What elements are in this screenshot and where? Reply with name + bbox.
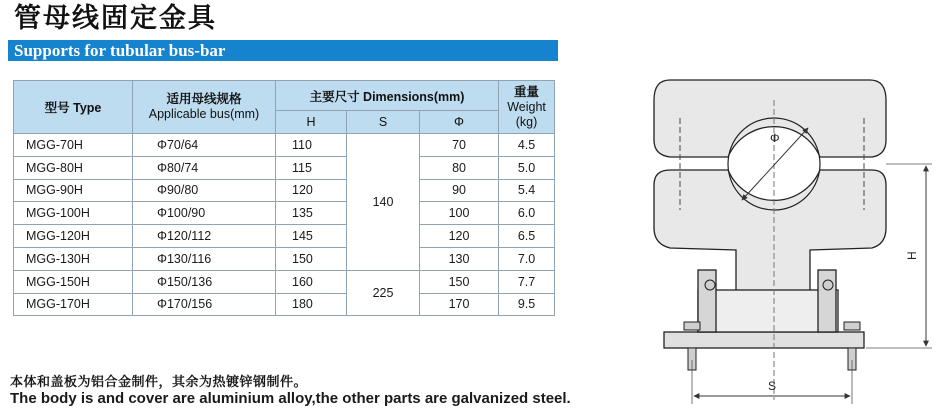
spec-table	[13, 80, 555, 316]
header-dimensions: 主要尺寸 Dimensions(mm)	[276, 81, 499, 111]
cell-bus: Φ90/80	[133, 179, 276, 202]
cell-phi: 150	[420, 270, 499, 293]
table-row	[14, 134, 555, 157]
cell-phi: 170	[420, 293, 499, 316]
cell-phi: 120	[420, 225, 499, 248]
subtitle-text: Supports for tubular bus-bar	[14, 41, 226, 60]
cell-type: MGG-100H	[14, 202, 133, 225]
cell-s-group-2: 225	[347, 270, 420, 316]
cell-weight: 5.0	[499, 156, 555, 179]
base-plate	[664, 332, 864, 348]
cell-type: MGG-170H	[14, 293, 133, 316]
cell-phi: 80	[420, 156, 499, 179]
header-bus-en: Applicable bus(mm)	[148, 107, 260, 121]
support-drawing	[640, 60, 940, 410]
cell-phi: 130	[420, 247, 499, 270]
cell-h: 110	[276, 134, 347, 157]
table-row	[14, 179, 555, 202]
cell-type: MGG-130H	[14, 247, 133, 270]
cell-weight: 5.4	[499, 179, 555, 202]
header-phi: Φ	[420, 111, 499, 134]
subtitle-banner	[8, 40, 558, 61]
cell-phi: 100	[420, 202, 499, 225]
cell-h: 120	[276, 179, 347, 202]
cell-weight: 4.5	[499, 134, 555, 157]
page-title: 管母线固定金具	[14, 3, 217, 34]
table-row	[14, 247, 555, 270]
header-weight-en: Weight	[507, 99, 546, 114]
cell-bus: Φ130/116	[133, 247, 276, 270]
cell-type: MGG-120H	[14, 225, 133, 248]
header-h: H	[276, 111, 347, 134]
cell-weight: 7.0	[499, 247, 555, 270]
cell-weight: 7.7	[499, 270, 555, 293]
cell-weight: 9.5	[499, 293, 555, 316]
table-row	[14, 156, 555, 179]
table-row	[14, 225, 555, 248]
header-type-en: Type	[73, 101, 102, 115]
header-weight	[499, 81, 555, 134]
cell-type: MGG-150H	[14, 270, 133, 293]
cell-bus: Φ80/74	[133, 156, 276, 179]
cell-type: MGG-80H	[14, 156, 133, 179]
cell-weight: 6.5	[499, 225, 555, 248]
header-weight-cn: 重量	[514, 84, 540, 99]
header-s: S	[347, 111, 420, 134]
header-bus	[133, 81, 276, 134]
header-type-cn: 型号	[44, 101, 70, 115]
cell-bus: Φ100/90	[133, 202, 276, 225]
header-bus-cn: 适用母线规格	[166, 92, 242, 106]
cell-bus: Φ170/156	[133, 293, 276, 316]
cell-phi: 90	[420, 179, 499, 202]
body-part	[654, 170, 886, 302]
table-row	[14, 202, 555, 225]
s-label: S	[768, 379, 777, 393]
cell-weight: 6.0	[499, 202, 555, 225]
cell-type: MGG-90H	[14, 179, 133, 202]
cell-h: 115	[276, 156, 347, 179]
table-row	[14, 293, 555, 316]
cell-h: 180	[276, 293, 347, 316]
cell-h: 145	[276, 225, 347, 248]
cell-h: 150	[276, 247, 347, 270]
cell-s-group-1: 140	[347, 134, 420, 271]
cell-bus: Φ150/136	[133, 270, 276, 293]
header-weight-unit: (kg)	[515, 114, 538, 129]
phi-label: Φ	[770, 131, 780, 145]
h-label: H	[905, 251, 919, 260]
note-chinese: 本体和盖板为铝合金制件，其余为热镀锌钢制件。	[10, 374, 308, 389]
note-english: The body is and cover are aluminium alloy,the other parts are galvanized steel.	[10, 390, 571, 407]
cell-type: MGG-70H	[14, 134, 133, 157]
cell-phi: 70	[420, 134, 499, 157]
cell-bus: Φ120/112	[133, 225, 276, 248]
cell-h: 160	[276, 270, 347, 293]
cell-bus: Φ70/64	[133, 134, 276, 157]
table-row	[14, 270, 555, 293]
cell-h: 135	[276, 202, 347, 225]
header-type	[14, 81, 133, 134]
